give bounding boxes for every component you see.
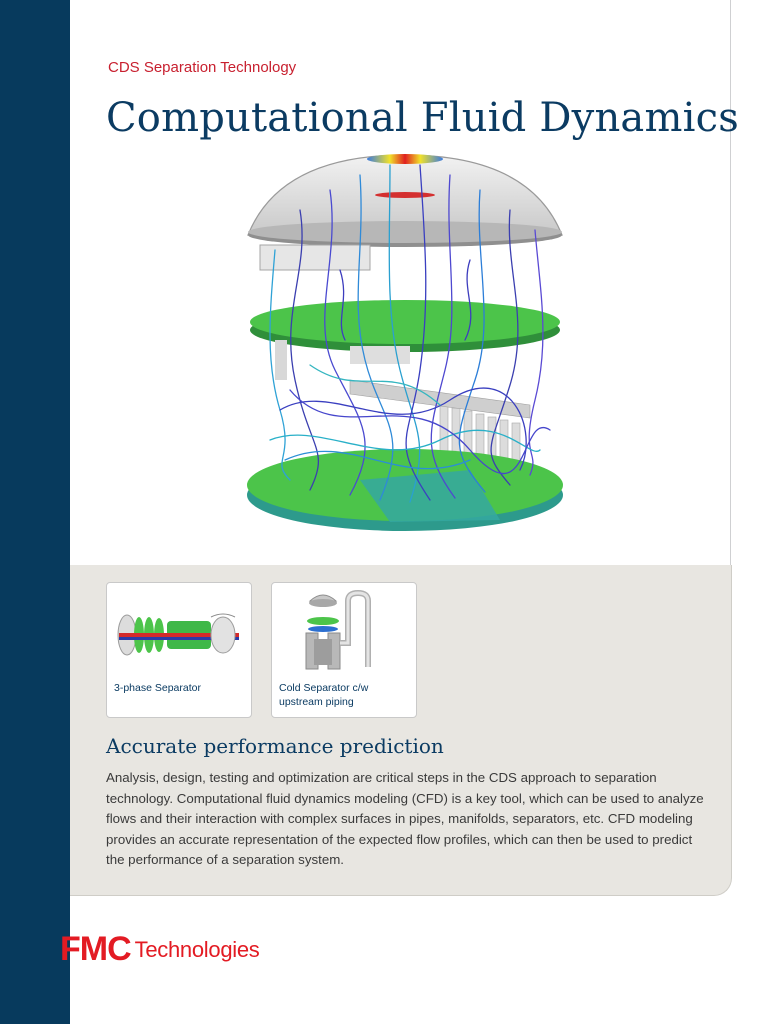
section-kicker: CDS Separation Technology: [108, 59, 297, 76]
figure-caption: 3-phase Separator: [114, 682, 201, 694]
logo-mark: FMC: [60, 930, 131, 968]
logo-wordmark: Technologies: [134, 936, 260, 962]
fmc-technologies-logo: [60, 930, 259, 970]
page-border: [730, 0, 731, 565]
section-body: Analysis, design, testing and optimization are critical steps in the CDS approach to separation technology. Computational fluid dynamics modeling (CFD) is a key tool, which can be used to analyze flows and their interaction with complex surfaces in pipes, manifolds, separators, etc. CFD modeling provides an accurate representation of the expected flow profiles, which can then be used to predict the performance of a separation system.: [106, 770, 704, 867]
figure-3-phase-separator: [106, 582, 252, 718]
sidebar-stripe: [0, 0, 70, 1024]
figure-caption: Cold Separator c/w upstream piping: [279, 682, 369, 708]
figure-cold-separator: [271, 582, 417, 718]
cfd-separator-illustration: [240, 150, 570, 560]
three-phase-separator-thumbnail: [111, 587, 247, 677]
page-title: Computational Fluid Dynamics: [106, 95, 739, 141]
section-heading: Accurate performance prediction: [106, 734, 444, 758]
cold-separator-thumbnail: [276, 587, 412, 679]
